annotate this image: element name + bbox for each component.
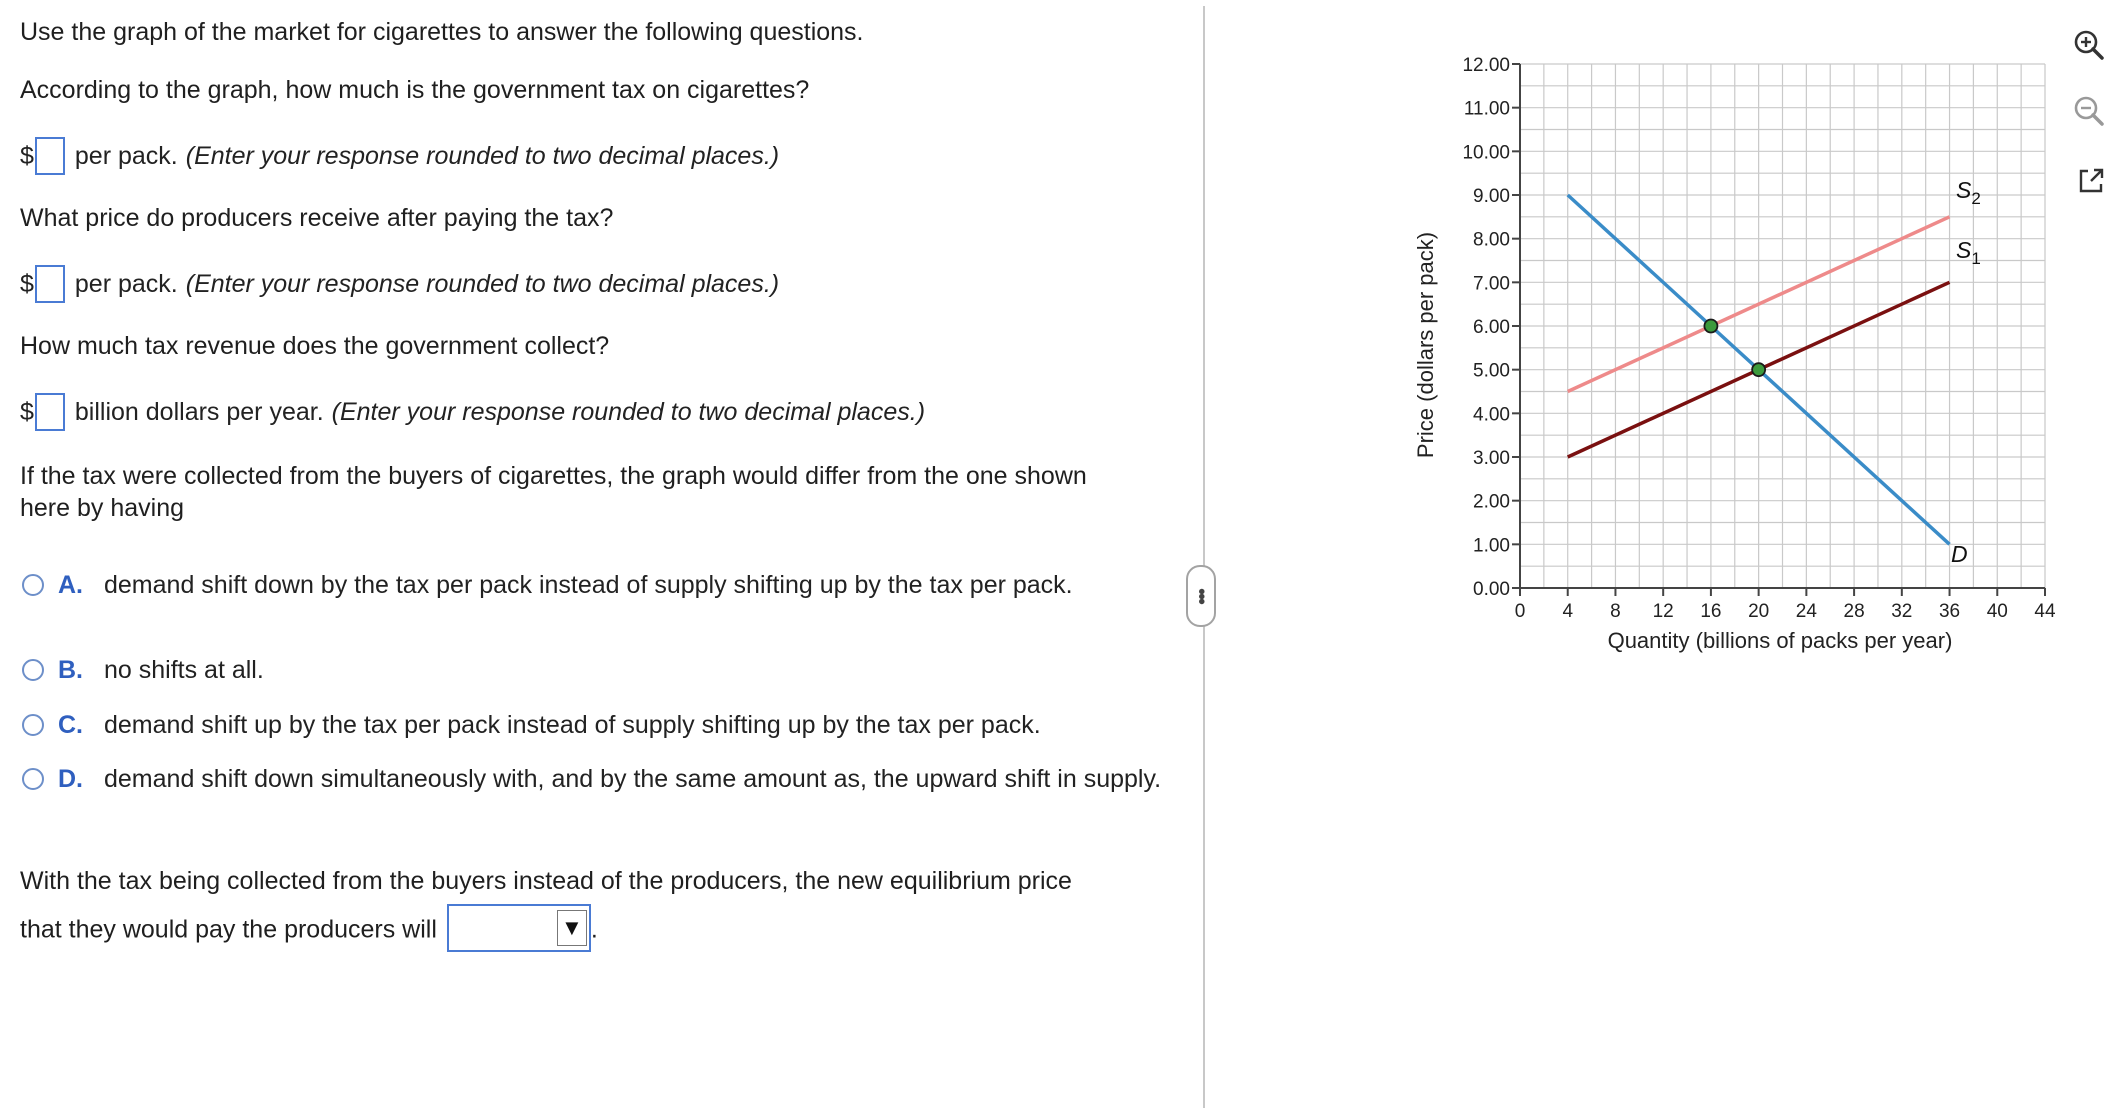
x-tick-label: 40 (1986, 601, 2008, 622)
x-tick-label: 24 (1795, 601, 1817, 622)
chart-grid (1520, 64, 2045, 588)
y-tick-label: 12.00 (1462, 55, 1510, 76)
q2-unit: per pack. (74, 269, 178, 298)
x-tick-label: 8 (1610, 601, 1621, 622)
q1-text: According to the graph, how much is the government tax on cigarettes? (20, 76, 810, 104)
q1-dollar-sign: $ (20, 141, 34, 170)
y-tick-label: 5.00 (1473, 360, 1510, 382)
equilibrium-point (1752, 363, 1765, 376)
option-a-radio[interactable] (22, 574, 44, 596)
y-tick-label: 4.00 (1473, 404, 1510, 426)
instructions-text: Use the graph of the market for cigarettes to answer the following questions. (20, 18, 864, 46)
option-b[interactable] (22, 654, 264, 686)
option-c-text: demand shift up by the tax per pack instead of supply shifting up by the tax per pack. (104, 711, 1041, 739)
q1-answer-input[interactable] (35, 137, 65, 175)
panel-divider (1203, 6, 1205, 1108)
q2-answer-row (20, 262, 779, 306)
q2-dollar-sign: $ (20, 269, 34, 298)
popout-button[interactable] (2074, 164, 2108, 198)
option-c-radio[interactable] (22, 714, 44, 736)
x-tick-label: 16 (1700, 601, 1722, 622)
zoom-in-icon (2072, 28, 2106, 62)
option-a[interactable] (22, 569, 1073, 601)
d-curve-label: D (1951, 541, 1968, 567)
y-tick-label: 7.00 (1473, 273, 1510, 295)
x-tick-label: 20 (1748, 601, 1770, 622)
y-tick-label: 1.00 (1473, 535, 1510, 557)
x-axis-label: Quantity (billions of packs per year) (1607, 628, 1953, 653)
q2-answer-input[interactable] (35, 265, 65, 303)
x-tick-label: 4 (1562, 601, 1574, 622)
s2-label-sub: 2 (1971, 189, 1981, 208)
y-tick-label: 0.00 (1473, 579, 1510, 600)
y-axis-label: Price (dollars per pack) (1413, 231, 1438, 459)
y-tick-label: 9.00 (1473, 186, 1510, 207)
q3-text: How much tax revenue does the government collect? (20, 332, 610, 360)
popout-icon (2076, 166, 2106, 196)
y-tick-label: 2.00 (1473, 491, 1510, 513)
option-d-letter: D. (58, 765, 83, 793)
q2-hint: (Enter your response rounded to two decimal places.) (185, 269, 780, 298)
q1-answer-row (20, 134, 779, 178)
zoom-in-button[interactable] (2072, 28, 2106, 62)
q3-answer-input[interactable] (35, 393, 65, 431)
q2-text: What price do producers receive after paying the tax? (20, 204, 614, 232)
x-tick-label: 0 (1514, 601, 1526, 622)
option-c[interactable] (22, 709, 1041, 741)
q4-text: If the tax were collected from the buyers of cigarettes, the graph would differ from the one shown here by having (20, 462, 1087, 522)
option-c-letter: C. (58, 711, 83, 739)
q1-hint: (Enter your response rounded to two decimal places.) (185, 141, 780, 170)
y-tick-label: 8.00 (1473, 229, 1510, 251)
x-tick-label: 36 (1938, 601, 1961, 622)
q3-hint: (Enter your response rounded to two decimal places.) (331, 397, 926, 426)
q1-unit: per pack. (74, 141, 178, 170)
y-tick-label: 6.00 (1473, 317, 1510, 338)
q5-line2-row (20, 907, 598, 955)
y-tick-label: 3.00 (1473, 448, 1510, 469)
x-tick-label: 28 (1843, 601, 1865, 622)
option-b-radio[interactable] (22, 659, 44, 681)
s2-curve-label (1956, 177, 1981, 208)
q3-answer-row (20, 390, 925, 434)
option-d[interactable] (22, 763, 1161, 795)
y-tick-label: 10.00 (1462, 142, 1510, 164)
equilibrium-point (1704, 320, 1717, 333)
cigarette-market-chart (1400, 40, 2080, 680)
x-tick-label: 32 (1891, 601, 1913, 622)
q5-line1: With the tax being collected from the buyers instead of the producers, the new equilibrium price (20, 867, 1072, 895)
q3-dollar-sign: $ (20, 397, 34, 426)
q3-unit: billion dollars per year. (74, 397, 324, 426)
option-a-text: demand shift down by the tax per pack instead of supply shifting up by the tax per pack. (104, 571, 1073, 599)
s1-label-sub: 1 (1971, 249, 1981, 268)
q5-line2: that they would pay the producers will (20, 915, 437, 944)
s2-label-s: S (1956, 177, 1972, 203)
s1-label-s: S (1956, 237, 1972, 263)
q5-period: . (590, 915, 598, 944)
dropdown-arrow-icon[interactable]: ▼ (557, 910, 587, 946)
panel-resize-handle[interactable] (1186, 565, 1216, 627)
option-b-letter: B. (58, 656, 83, 684)
option-d-radio[interactable] (22, 768, 44, 790)
s1-curve-label (1956, 237, 1981, 268)
x-tick-label: 44 (2034, 601, 2056, 622)
y-tick-label: 11.00 (1463, 98, 1510, 120)
option-b-text: no shifts at all. (104, 656, 264, 684)
zoom-out-button[interactable] (2072, 94, 2106, 128)
x-tick-label: 12 (1652, 601, 1674, 622)
q5-price-dropdown[interactable] (447, 904, 591, 952)
zoom-out-icon (2072, 94, 2106, 128)
option-a-letter: A. (58, 571, 83, 599)
option-d-text: demand shift down simultaneously with, and by the same amount as, the upward shift in supply. (104, 765, 1162, 793)
drag-dots-icon: ••• (1190, 588, 1212, 604)
